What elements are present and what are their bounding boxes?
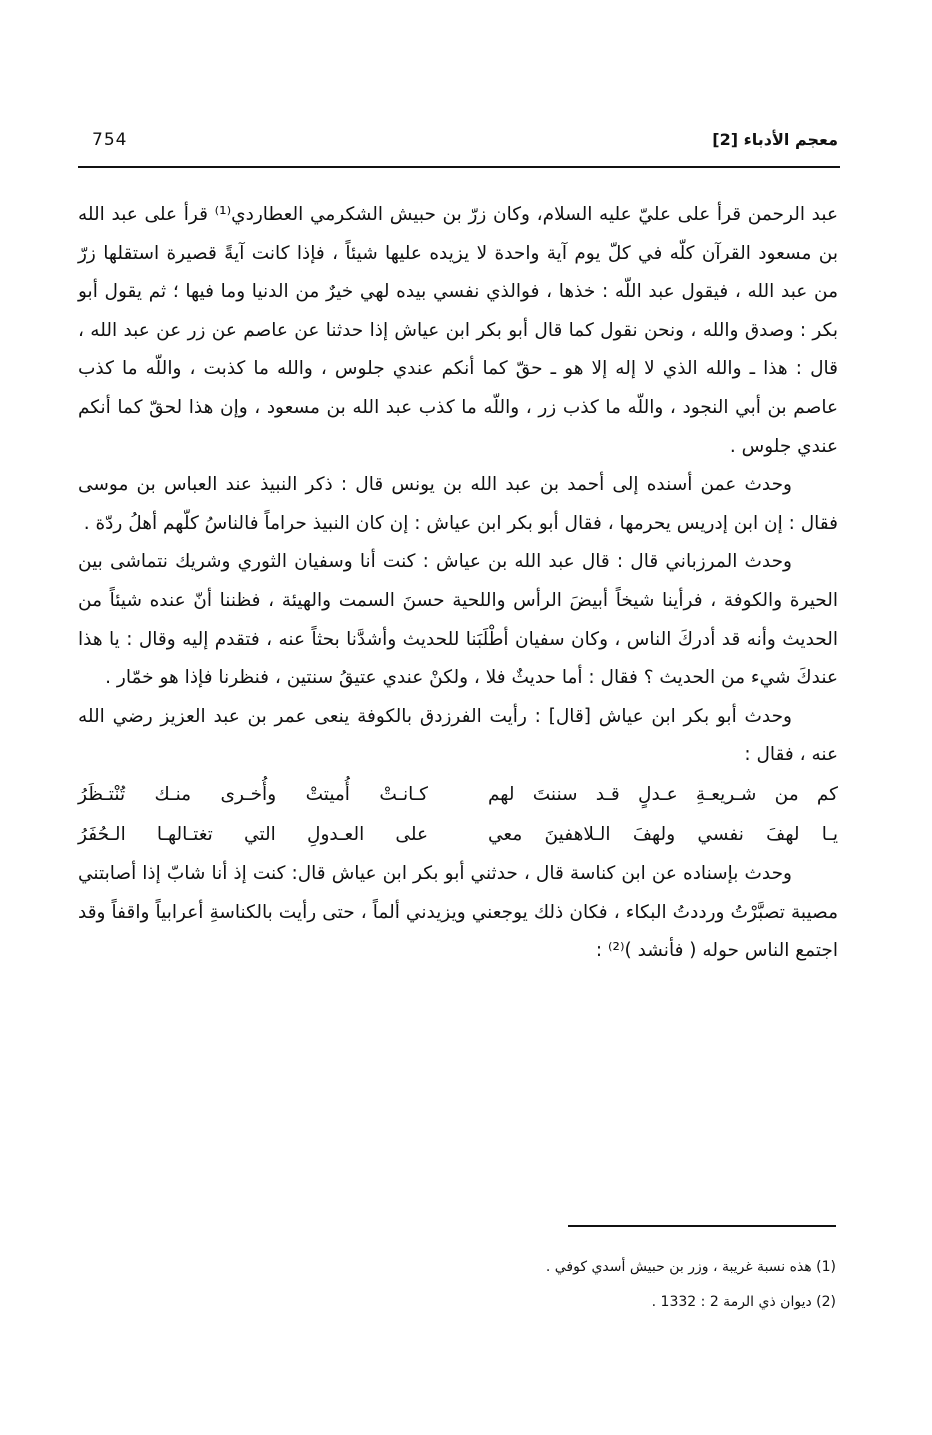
running-title: معجم الأدباء [2]	[712, 130, 838, 149]
page-number: 754	[92, 130, 128, 150]
verse-2-second-hemistich: على العـدولِ التي تغتـالهـا الـحُفَرُ	[78, 823, 428, 845]
header-rule	[78, 166, 840, 168]
footnotes	[400, 1250, 836, 1320]
verse-line-1	[78, 775, 838, 815]
page-header	[78, 128, 838, 158]
paragraph-5: وحدث بإسناده عن ابن كناسة قال ، حدثني أبو بكر ابن عياش قال: كنت إذ أنا شابّ إذا أصابتني مصيبة تصبَّرْتُ ورددتُ البكاء ، فكان ذلك يوجعني ويزيدني ألماً ، حتى رأيت بالكناسةِ أعرابياً واقفاً وقد اجتمع الناس حوله ( فأنشد )⁽²⁾ :	[78, 862, 838, 962]
verse-1-second-hemistich: كـانـتْ أُميتتْ وأُخـرى منـك تُنْتـظَرُ	[78, 783, 428, 805]
footnote-2: (2) ديوان ذي الرمة 2 : 1332 .	[651, 1294, 836, 1310]
footnote-rule	[568, 1225, 836, 1227]
verse-line-2	[78, 815, 838, 855]
footnote-1: (1) هذه نسبة غريبة ، وزر بن حبيش أسدي كوفي .	[545, 1259, 836, 1275]
paragraph-4: وحدث أبو بكر ابن عياش [قال] : رأيت الفرزدق بالكوفة ينعى عمر بن عبد العزيز رضي الله عنه ، فقال :	[78, 705, 838, 766]
main-text	[78, 196, 838, 971]
paragraph-1: عبد الرحمن قرأ على عليّ عليه السلام، وكان زرّ بن حبيش الشكرمي العطاردي⁽¹⁾ قرأ على عبد الله بن مسعود القرآن كلّه في كلّ يوم آية واحدة لا يزيده عليها شيئاً ، فإذا كانت آيةً قصيرة استقلها زرّ من عبد الله ، فيقول عبد اللّه : خذها ، فوالذي نفسي بيده لهي خيرٌ من الدنيا وما فيها ؛ ثم يقول أبو بكر : وصدق والله ، ونحن نقول كما قال أبو بكر ابن عياش إذا حدثنا عن عاصم عن زر عن عبد الله ، قال : هذا ـ والله الذي لا إله إلا هو ـ حقّ كما أنكم عندي جلوس ، والله ما كذبت ، واللّه ما كذب عاصم بن أبي النجود ، واللّه ما كذب زر ، واللّه ما كذب عبد الله بن مسعود ، وإن هذا لحقّ كما أنكم عندي جلوس .	[78, 204, 838, 457]
paragraph-2: وحدث عمن أسنده إلى أحمد بن عبد الله بن يونس قال : ذكر النبيذ عند العباس بن موسى فقال : إن ابن إدريس يحرمها ، فقال أبو بكر ابن عياش : إن كان النبيذ حراماً فالناسُ كلّهم أهلُ ردّة .	[78, 474, 838, 534]
paragraph-3: وحدث المرزباني قال : قال عبد الله بن عياش : كنت أنا وسفيان الثوري وشريك نتماشى بين الحيرة والكوفة ، فرأينا شيخاً أبيضَ الرأس واللحية حسنَ السمت والهيئة ، فظننا أنّ عنده شيئاً من الحديث وأنه قد أدركَ الناس ، وكان سفيان أطْلَبَنا للحديث وأشدَّنا بحثاً عنه ، فتقدم إليه وقال : يا هذا عندكَ شيء من الحديث ؟ فقال : أما حديثٌ فلا ، ولكنْ عندي عتيقُ سنتين ، فنظرنا فإذا هو خمّار .	[78, 551, 838, 689]
verse-2-first-hemistich: يـا لهفَ نفسي ولهفَ الـلاهفينَ معي	[488, 823, 838, 845]
poem	[78, 775, 838, 855]
verse-1-first-hemistich: كم من شـريعـةِ عـدلٍ قـد سننتَ لهم	[488, 783, 838, 805]
